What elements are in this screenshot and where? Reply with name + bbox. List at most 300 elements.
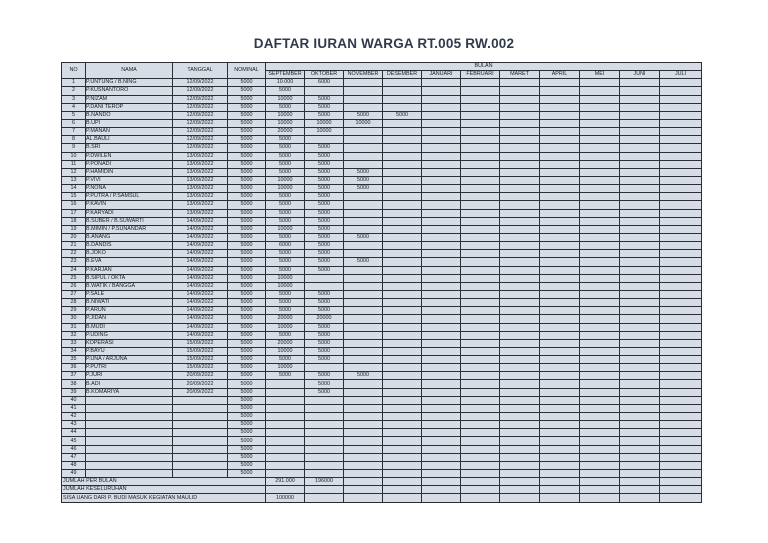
row-month-januari — [422, 274, 461, 282]
table-row — [62, 144, 702, 152]
row-month-oktober: 5000 — [305, 95, 344, 103]
row-month-april — [540, 315, 580, 323]
summary-month-empty — [540, 494, 580, 502]
row-nama — [86, 396, 173, 404]
summary-month-empty — [580, 478, 620, 486]
row-month-juli — [660, 364, 702, 372]
row-nominal: 5000 — [228, 413, 266, 421]
summary-month-empty — [620, 486, 660, 494]
table-row — [62, 347, 702, 355]
row-month-januari — [422, 258, 461, 266]
table-row — [62, 185, 702, 193]
row-month-september: 10.000 — [266, 79, 305, 87]
row-month-mei — [580, 437, 620, 445]
row-nama: P.NONA — [86, 185, 173, 193]
row-month-oktober — [305, 461, 344, 469]
row-no: 10 — [62, 152, 86, 160]
row-month-april — [540, 437, 580, 445]
row-month-desember — [383, 396, 422, 404]
row-month-juli — [660, 290, 702, 298]
row-tanggal — [173, 396, 228, 404]
table-row — [62, 307, 702, 315]
row-month-juli — [660, 429, 702, 437]
row-month-april — [540, 445, 580, 453]
row-tanggal: 14/09/2022 — [173, 233, 228, 241]
row-month-april — [540, 266, 580, 274]
row-month-januari — [422, 160, 461, 168]
row-month-mei — [580, 339, 620, 347]
summary-month-empty — [344, 486, 383, 494]
table-row — [62, 356, 702, 364]
row-month-januari — [422, 364, 461, 372]
page-title: DAFTAR IURAN WARGA RT.005 RW.002 — [253, 36, 515, 51]
row-month-juli — [660, 323, 702, 331]
row-month-februari — [461, 225, 500, 233]
row-month-november — [344, 274, 383, 282]
row-month-mei — [580, 331, 620, 339]
row-month-juli — [660, 372, 702, 380]
row-month-mei — [580, 87, 620, 95]
row-month-november — [344, 453, 383, 461]
row-tanggal: 14/09/2022 — [173, 225, 228, 233]
row-month-april — [540, 176, 580, 184]
row-month-september: 5000 — [266, 193, 305, 201]
row-nama: B.MIMIN / P.SUNANDAR — [86, 225, 173, 233]
row-month-november — [344, 225, 383, 233]
row-nominal: 5000 — [228, 193, 266, 201]
row-nama — [86, 461, 173, 469]
row-month-juni — [620, 364, 660, 372]
row-month-februari — [461, 144, 500, 152]
table-row — [62, 274, 702, 282]
row-month-juli — [660, 380, 702, 388]
row-month-april — [540, 242, 580, 250]
row-month-november — [344, 193, 383, 201]
row-no: 23 — [62, 258, 86, 266]
row-month-september: 10000 — [266, 176, 305, 184]
row-month-januari — [422, 445, 461, 453]
row-month-september — [266, 470, 305, 478]
row-month-juli — [660, 331, 702, 339]
row-month-oktober: 5000 — [305, 168, 344, 176]
header-month-mei: MEI — [580, 71, 620, 79]
row-month-mei — [580, 242, 620, 250]
row-month-september: 5000 — [266, 217, 305, 225]
row-no: 26 — [62, 282, 86, 290]
row-month-september: 5000 — [266, 201, 305, 209]
row-month-januari — [422, 290, 461, 298]
row-month-maret — [500, 79, 540, 87]
row-nama — [86, 453, 173, 461]
row-month-februari — [461, 217, 500, 225]
row-no: 9 — [62, 144, 86, 152]
row-tanggal: 12/09/2022 — [173, 111, 228, 119]
row-month-november — [344, 331, 383, 339]
header-month-november: NOVEMBER — [344, 71, 383, 79]
row-tanggal: 12/09/2022 — [173, 95, 228, 103]
row-month-februari — [461, 331, 500, 339]
row-nominal: 5000 — [228, 339, 266, 347]
row-tanggal — [173, 461, 228, 469]
row-month-september: 5000 — [266, 233, 305, 241]
row-month-oktober: 10000 — [305, 128, 344, 136]
row-month-november — [344, 103, 383, 111]
row-month-maret — [500, 364, 540, 372]
row-month-desember — [383, 250, 422, 258]
row-month-juni — [620, 404, 660, 412]
row-month-desember — [383, 307, 422, 315]
row-month-juli — [660, 233, 702, 241]
row-month-oktober: 5000 — [305, 242, 344, 250]
row-nama: P.JIDAN — [86, 315, 173, 323]
row-month-september: 10000 — [266, 119, 305, 127]
row-month-maret — [500, 250, 540, 258]
row-month-juni — [620, 152, 660, 160]
row-no: 35 — [62, 356, 86, 364]
table-row — [62, 364, 702, 372]
row-month-september: 5000 — [266, 266, 305, 274]
row-month-mei — [580, 347, 620, 355]
row-tanggal: 12/09/2022 — [173, 87, 228, 95]
row-month-februari — [461, 461, 500, 469]
row-month-april — [540, 79, 580, 87]
row-month-november — [344, 356, 383, 364]
row-tanggal: 14/09/2022 — [173, 242, 228, 250]
row-month-februari — [461, 111, 500, 119]
row-no: 25 — [62, 274, 86, 282]
row-month-maret — [500, 217, 540, 225]
row-month-oktober — [305, 421, 344, 429]
row-month-maret — [500, 388, 540, 396]
row-month-desember — [383, 225, 422, 233]
row-month-oktober — [305, 274, 344, 282]
row-month-maret — [500, 445, 540, 453]
header-bulan: BULAN — [266, 63, 702, 71]
row-nominal: 5000 — [228, 331, 266, 339]
summary-month-empty — [422, 494, 461, 502]
row-month-januari — [422, 79, 461, 87]
row-month-september: 5000 — [266, 87, 305, 95]
row-month-juni — [620, 95, 660, 103]
table-row — [62, 323, 702, 331]
row-nominal: 5000 — [228, 299, 266, 307]
row-month-mei — [580, 136, 620, 144]
summary-month-empty — [660, 478, 702, 486]
summary-month-empty — [422, 478, 461, 486]
row-month-juli — [660, 87, 702, 95]
row-month-maret — [500, 266, 540, 274]
row-month-april — [540, 339, 580, 347]
row-month-september — [266, 388, 305, 396]
row-month-november — [344, 339, 383, 347]
row-month-mei — [580, 356, 620, 364]
row-month-oktober: 5000 — [305, 193, 344, 201]
row-month-desember — [383, 299, 422, 307]
header-month-september: SEPTEMBER — [266, 71, 305, 79]
row-no: 34 — [62, 347, 86, 355]
row-month-november — [344, 160, 383, 168]
row-month-mei — [580, 119, 620, 127]
row-month-maret — [500, 111, 540, 119]
dues-table — [61, 62, 702, 503]
table-row — [62, 209, 702, 217]
row-month-april — [540, 128, 580, 136]
row-month-mei — [580, 404, 620, 412]
row-month-september: 20000 — [266, 128, 305, 136]
row-month-april — [540, 258, 580, 266]
row-tanggal — [173, 413, 228, 421]
table-row — [62, 421, 702, 429]
row-month-november — [344, 282, 383, 290]
row-month-februari — [461, 290, 500, 298]
row-month-mei — [580, 290, 620, 298]
row-no: 40 — [62, 396, 86, 404]
row-month-februari — [461, 404, 500, 412]
row-nama: P.MANAN — [86, 128, 173, 136]
row-month-april — [540, 470, 580, 478]
row-nominal: 5000 — [228, 144, 266, 152]
row-month-oktober — [305, 437, 344, 445]
row-month-juni — [620, 437, 660, 445]
row-month-juni — [620, 119, 660, 127]
row-month-oktober — [305, 429, 344, 437]
row-nominal: 5000 — [228, 119, 266, 127]
row-no: 32 — [62, 331, 86, 339]
row-month-november — [344, 437, 383, 445]
row-nominal: 5000 — [228, 128, 266, 136]
row-month-juli — [660, 176, 702, 184]
row-month-januari — [422, 136, 461, 144]
row-month-desember — [383, 160, 422, 168]
row-month-mei — [580, 176, 620, 184]
row-month-februari — [461, 364, 500, 372]
row-month-september: 5000 — [266, 144, 305, 152]
row-nominal: 5000 — [228, 136, 266, 144]
row-month-maret — [500, 201, 540, 209]
row-month-mei — [580, 445, 620, 453]
row-month-mei — [580, 111, 620, 119]
row-tanggal: 13/09/2022 — [173, 193, 228, 201]
row-nama: B.ADI — [86, 380, 173, 388]
row-month-september — [266, 437, 305, 445]
row-month-juli — [660, 282, 702, 290]
row-month-april — [540, 233, 580, 241]
row-no: 7 — [62, 128, 86, 136]
row-nominal: 5000 — [228, 396, 266, 404]
row-no: 45 — [62, 437, 86, 445]
row-month-juli — [660, 225, 702, 233]
row-nama: B.EVA — [86, 258, 173, 266]
row-month-april — [540, 217, 580, 225]
row-month-juli — [660, 128, 702, 136]
row-month-maret — [500, 144, 540, 152]
row-month-april — [540, 168, 580, 176]
row-month-februari — [461, 242, 500, 250]
row-no: 5 — [62, 111, 86, 119]
row-month-november: 5000 — [344, 258, 383, 266]
row-month-juni — [620, 470, 660, 478]
row-month-november — [344, 404, 383, 412]
row-month-oktober — [305, 87, 344, 95]
table-row — [62, 111, 702, 119]
row-month-maret — [500, 356, 540, 364]
row-month-maret — [500, 299, 540, 307]
row-month-oktober: 5000 — [305, 372, 344, 380]
row-month-desember — [383, 176, 422, 184]
summary-label: JUMLAH PER BULAN — [62, 478, 266, 486]
row-month-juni — [620, 233, 660, 241]
row-month-maret — [500, 437, 540, 445]
row-month-november: 5000 — [344, 233, 383, 241]
summary-month-empty — [500, 486, 540, 494]
table-row — [62, 290, 702, 298]
row-month-januari — [422, 193, 461, 201]
summary-month-empty — [461, 478, 500, 486]
row-month-maret — [500, 429, 540, 437]
row-month-juni — [620, 185, 660, 193]
row-month-maret — [500, 225, 540, 233]
row-tanggal — [173, 453, 228, 461]
row-month-maret — [500, 168, 540, 176]
row-month-juli — [660, 217, 702, 225]
row-tanggal — [173, 445, 228, 453]
summary-month-empty — [540, 478, 580, 486]
row-month-mei — [580, 79, 620, 87]
row-month-juni — [620, 282, 660, 290]
row-month-juni — [620, 372, 660, 380]
row-nominal: 5000 — [228, 388, 266, 396]
table-row — [62, 396, 702, 404]
row-tanggal: 13/09/2022 — [173, 201, 228, 209]
row-month-april — [540, 307, 580, 315]
row-tanggal: 14/09/2022 — [173, 299, 228, 307]
row-month-februari — [461, 168, 500, 176]
row-nominal: 5000 — [228, 437, 266, 445]
table-row — [62, 461, 702, 469]
row-month-januari — [422, 470, 461, 478]
header-nominal: NOMINAL — [228, 63, 266, 79]
row-tanggal: 14/09/2022 — [173, 274, 228, 282]
row-month-november — [344, 152, 383, 160]
row-month-februari — [461, 356, 500, 364]
table-row — [62, 299, 702, 307]
row-month-februari — [461, 307, 500, 315]
row-month-maret — [500, 461, 540, 469]
row-month-juni — [620, 201, 660, 209]
row-nama: P.HAMIDIN — [86, 168, 173, 176]
row-nama: B.JOKO — [86, 250, 173, 258]
row-month-juni — [620, 144, 660, 152]
row-month-november — [344, 128, 383, 136]
row-nominal: 5000 — [228, 315, 266, 323]
table-row — [62, 429, 702, 437]
row-nominal: 5000 — [228, 258, 266, 266]
table-row — [62, 87, 702, 95]
row-month-maret — [500, 185, 540, 193]
row-month-september — [266, 413, 305, 421]
summary-month-empty — [344, 494, 383, 502]
row-month-januari — [422, 323, 461, 331]
summary-oktober: 196000 — [305, 478, 344, 486]
row-month-januari — [422, 119, 461, 127]
row-nominal: 5000 — [228, 307, 266, 315]
header-month-februari: FEBRUARI — [461, 71, 500, 79]
row-no: 33 — [62, 339, 86, 347]
row-month-januari — [422, 176, 461, 184]
table-row — [62, 103, 702, 111]
row-month-oktober: 5000 — [305, 347, 344, 355]
row-no: 14 — [62, 185, 86, 193]
header-month-januari: JANUARI — [422, 71, 461, 79]
table-row — [62, 176, 702, 184]
row-month-desember — [383, 413, 422, 421]
row-month-mei — [580, 250, 620, 258]
row-month-juli — [660, 274, 702, 282]
summary-month-empty — [580, 486, 620, 494]
row-month-juni — [620, 347, 660, 355]
row-tanggal: 13/09/2022 — [173, 160, 228, 168]
row-month-juni — [620, 242, 660, 250]
row-nominal: 5000 — [228, 429, 266, 437]
row-nominal: 5000 — [228, 95, 266, 103]
row-tanggal — [173, 437, 228, 445]
table-row — [62, 128, 702, 136]
row-month-mei — [580, 225, 620, 233]
row-month-februari — [461, 388, 500, 396]
row-month-april — [540, 429, 580, 437]
row-month-april — [540, 95, 580, 103]
row-month-juli — [660, 136, 702, 144]
row-month-desember — [383, 347, 422, 355]
row-month-januari — [422, 429, 461, 437]
table-row — [62, 160, 702, 168]
row-nama: P.PUTRA / P.SAMSUL — [86, 193, 173, 201]
row-month-mei — [580, 266, 620, 274]
row-month-januari — [422, 347, 461, 355]
row-nama — [86, 470, 173, 478]
row-month-desember — [383, 209, 422, 217]
row-month-april — [540, 119, 580, 127]
table-row — [62, 217, 702, 225]
row-month-juli — [660, 461, 702, 469]
row-month-februari — [461, 429, 500, 437]
row-month-november — [344, 299, 383, 307]
row-month-maret — [500, 242, 540, 250]
row-month-april — [540, 103, 580, 111]
row-nominal: 5000 — [228, 461, 266, 469]
row-month-desember — [383, 87, 422, 95]
row-no: 17 — [62, 209, 86, 217]
table-row — [62, 242, 702, 250]
row-tanggal: 15/09/2022 — [173, 364, 228, 372]
summary-september: 100000 — [266, 494, 305, 502]
row-nominal: 5000 — [228, 372, 266, 380]
row-month-desember — [383, 290, 422, 298]
row-month-juli — [660, 437, 702, 445]
row-no: 28 — [62, 299, 86, 307]
row-month-februari — [461, 79, 500, 87]
row-nominal: 5000 — [228, 152, 266, 160]
row-month-januari — [422, 380, 461, 388]
table-row — [62, 250, 702, 258]
row-tanggal: 14/09/2022 — [173, 307, 228, 315]
row-month-oktober: 5000 — [305, 307, 344, 315]
row-month-januari — [422, 461, 461, 469]
row-tanggal: 13/09/2022 — [173, 152, 228, 160]
row-no: 30 — [62, 315, 86, 323]
row-month-desember — [383, 404, 422, 412]
row-month-februari — [461, 185, 500, 193]
